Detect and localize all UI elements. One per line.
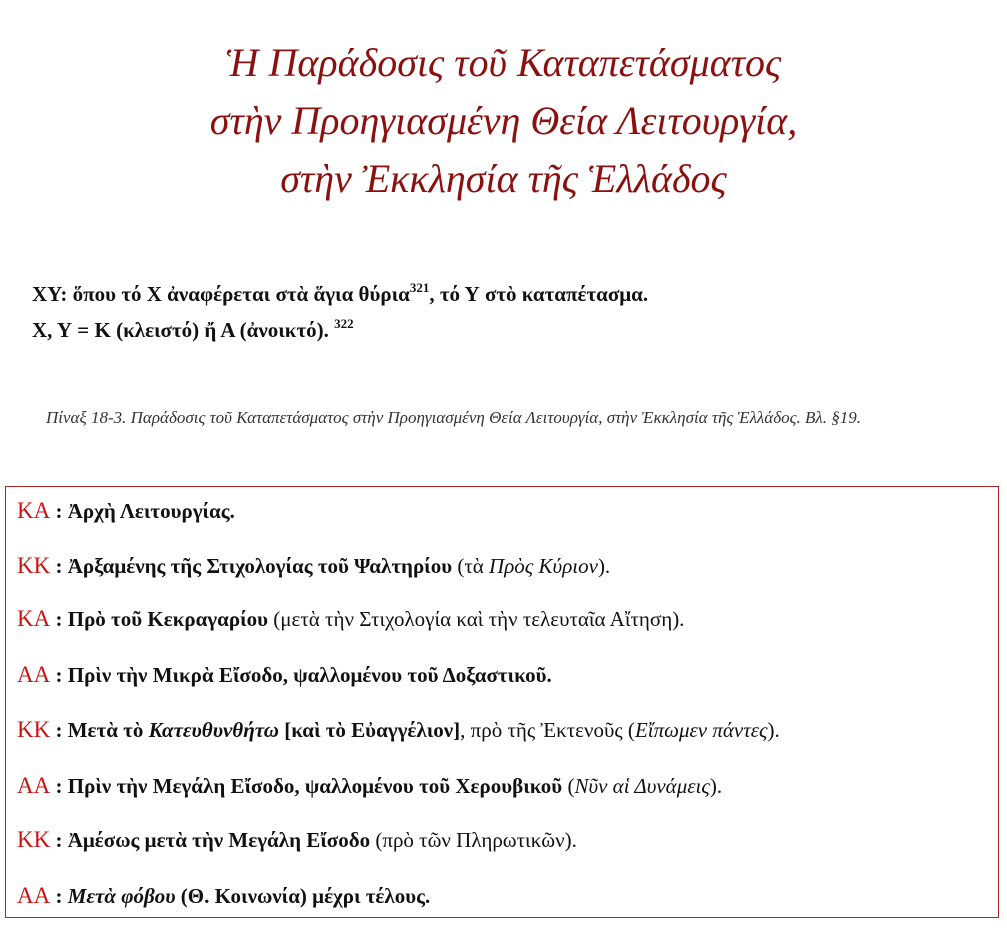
- row-text: Μετὰ τὸ: [67, 718, 149, 742]
- row-separator: :: [50, 663, 68, 687]
- row-text: Ἀμέσως μετὰ τὴν Μεγάλη Εἴσοδο: [67, 828, 371, 852]
- row-text-normal: , πρὸ τῆς Ἐκτενοῦς (: [460, 718, 635, 742]
- row-code: ΚΚ: [17, 553, 51, 578]
- schedule-row: [17, 497, 235, 525]
- legend: [32, 276, 648, 348]
- row-code: ΑΑ: [17, 773, 51, 798]
- row-text-italic: Εἴπωμεν πάντες: [634, 718, 768, 742]
- row-text: Πρὶν τὴν Μικρὰ Εἴσοδο, ψαλλομένου τοῦ Δοξαστικοῦ.: [67, 663, 552, 687]
- title-line-3: στὴν Ἐκκλησία τῆς Ἑλλάδος: [280, 156, 727, 201]
- footnote-ref-322: 322: [334, 316, 354, 331]
- row-separator: :: [50, 774, 68, 798]
- row-text-italic: Μετὰ φόβου: [67, 884, 176, 908]
- legend-line-2-text: Χ, Υ = Κ (κλειστό) ἤ Α (ἀνοικτό).: [32, 318, 329, 342]
- row-code: ΚΚ: [17, 827, 51, 852]
- row-text-italic: Νῦν αἱ Δυνάμεις: [574, 774, 710, 798]
- row-text: (Θ. Κοινωνία) μέχρι τέλους.: [175, 884, 431, 908]
- row-text-normal: (πρὸ τῶν Πληρωτικῶν).: [370, 828, 577, 852]
- row-text-normal: (: [562, 774, 575, 798]
- legend-line-1-text: ΧΥ: ὅπου τό Χ ἀναφέρεται στὰ ἅγια θύρια: [32, 282, 410, 306]
- table-caption: Πίναξ 18-3. Παράδοσις τοῦ Καταπετάσματος στὴν Προηγιασμένη Θεία Λειτουργία, στὴν Ἐκκλησία τῆς Ἑλλάδος. Βλ. §19.: [46, 408, 862, 427]
- schedule-row: [17, 605, 684, 633]
- row-code: ΑΑ: [17, 883, 51, 908]
- row-code: ΚΚ: [17, 717, 51, 742]
- row-separator: :: [50, 718, 68, 742]
- row-code: ΚΑ: [17, 606, 51, 631]
- row-code: ΚΑ: [17, 498, 51, 523]
- legend-line-1: [32, 276, 648, 312]
- row-separator: :: [50, 499, 68, 523]
- schedule-box: [5, 486, 999, 918]
- row-text-italic: Κατευθυνθήτω: [148, 718, 279, 742]
- title-line-2: στὴν Προηγιασμένη Θεία Λειτουργία,: [209, 98, 798, 143]
- schedule-row: [17, 772, 722, 800]
- row-separator: :: [50, 884, 68, 908]
- page-title: [0, 34, 1007, 208]
- row-text: [καὶ τὸ Εὐαγγέλιον]: [278, 718, 461, 742]
- row-text: Ἀρξαμένης τῆς Στιχολογίας τοῦ Ψαλτηρίου: [67, 554, 453, 578]
- row-separator: :: [50, 554, 68, 578]
- schedule-row: [17, 661, 552, 689]
- row-text: Ἀρχὴ Λειτουργίας.: [67, 499, 235, 523]
- title-line-1: Ἡ Παράδοσις τοῦ Καταπετάσματος: [225, 40, 782, 85]
- row-code: ΑΑ: [17, 662, 51, 687]
- legend-line-1-rest: , τό Υ στὸ καταπέτασμα.: [429, 282, 649, 306]
- schedule-row: [17, 552, 610, 580]
- row-text-normal: ).: [709, 774, 723, 798]
- schedule-row: [17, 716, 780, 744]
- row-text: Πρὶν τὴν Μεγάλη Εἴσοδο, ψαλλομένου τοῦ Χερουβικοῦ: [67, 774, 563, 798]
- row-text-normal: (μετὰ τὴν Στιχολογία καὶ τὴν τελευταῖα Αἴτηση).: [268, 607, 685, 631]
- row-separator: :: [50, 828, 68, 852]
- footnote-ref-321: 321: [409, 280, 430, 295]
- row-text-normal: (τὰ: [452, 554, 490, 578]
- schedule-row: [17, 826, 577, 854]
- row-text-normal: ).: [597, 554, 611, 578]
- row-text-normal: ).: [767, 718, 780, 742]
- row-text-italic: Πρὸς Κύριον: [489, 554, 598, 578]
- row-separator: :: [50, 607, 68, 631]
- schedule-row: [17, 882, 430, 910]
- row-text: Πρὸ τοῦ Κεκραγαρίου: [67, 607, 269, 631]
- legend-line-2: [32, 312, 648, 348]
